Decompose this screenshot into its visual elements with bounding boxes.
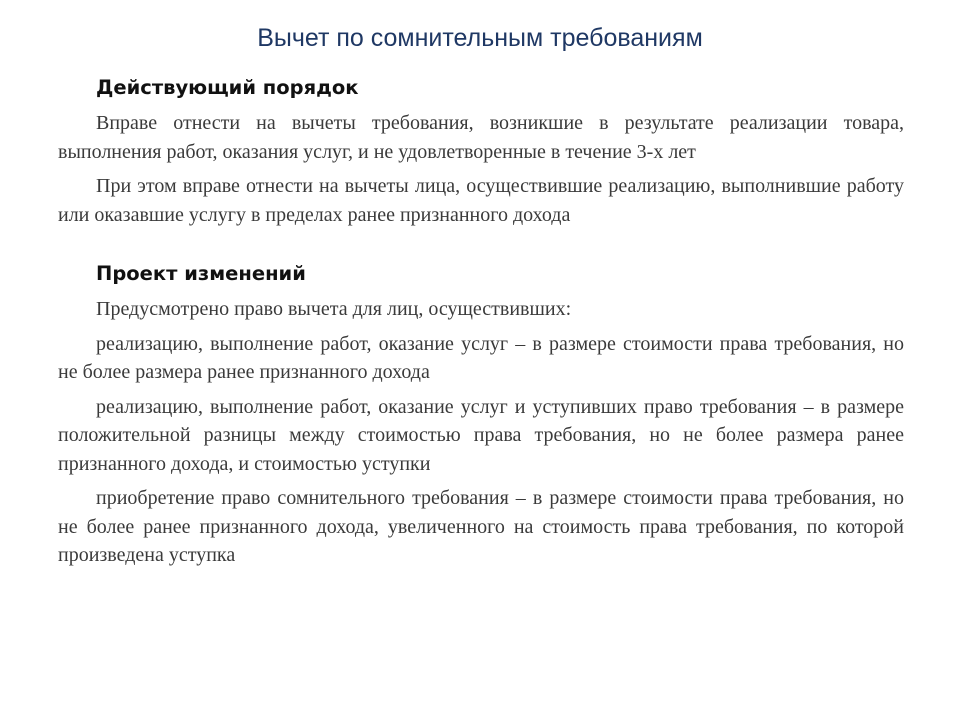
section-spacer — [58, 229, 904, 259]
paragraph-project-4: приобретение право сомнительного требования – в размере стоимости права требования, но не более ранее признанного дохода, увеличенного на стоимость права требования, по которой произведена уступка — [58, 487, 904, 566]
slide-content — [58, 73, 904, 570]
slide-title: Вычет по сомнительным требованиям — [257, 24, 703, 52]
section-project-changes — [58, 259, 904, 570]
paragraph-project-1: Предусмотрено право вычета для лиц, осуществивших: — [96, 298, 572, 320]
section-current-order — [58, 73, 904, 229]
paragraph-current-1: Вправе отнести на вычеты требования, возникшие в результате реализации товара, выполнения работ, оказания услуг, и не удовлетворенные в течение 3-х лет — [58, 112, 904, 163]
section-heading-project: Проект изменений — [96, 262, 306, 285]
paragraph-current-2: При этом вправе отнести на вычеты лица, осуществившие реализацию, выполнившие работу или оказавшие услугу в пределах ранее признанного дохода — [58, 175, 904, 226]
paragraph-project-2: реализацию, выполнение работ, оказание услуг – в размере стоимости права требования, но не более размера ранее признанного дохода — [58, 332, 904, 383]
paragraph-project-3: реализацию, выполнение работ, оказание услуг и уступивших право требования – в размере положительной разницы между стоимостью права требования, но не более размера ранее признанного дохода, и стоимостью уступки — [58, 395, 904, 475]
section-heading-current: Действующий порядок — [96, 76, 359, 99]
